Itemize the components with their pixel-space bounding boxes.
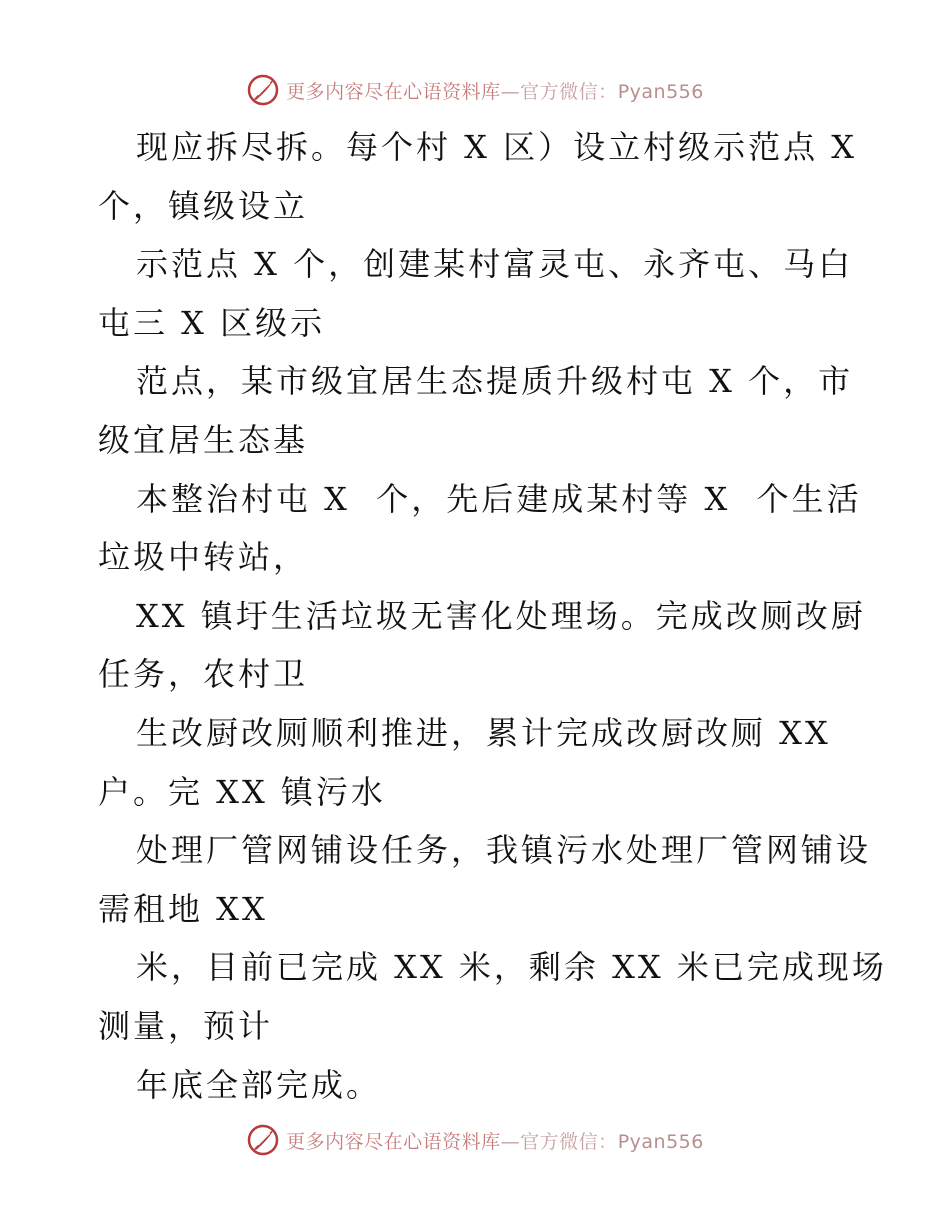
text-line: 年底全部完成。 xyxy=(136,1065,382,1104)
text-line: 现应拆尽拆。每个村 X 区）设立村级示范点 X xyxy=(136,128,858,166)
banner-separator: — xyxy=(500,1130,521,1153)
text-line: 垃圾中转站， xyxy=(98,538,309,577)
text-line: 生改厨改厕顺利推进，累计完成改厨改厕 XX xyxy=(136,713,831,752)
banner-brand-text: 更多内容尽在心语资料库 xyxy=(286,1130,501,1153)
feather-pen-logo-icon xyxy=(246,73,280,107)
banner-contact-text: 官方微信： xyxy=(520,80,618,103)
banner-text xyxy=(286,77,704,104)
text-line: 户。完 XX 镇污水 xyxy=(98,772,386,811)
document-body xyxy=(98,118,887,1114)
text-line: 级宜居生态基 xyxy=(98,420,309,459)
banner-brand-text: 更多内容尽在心语资料库 xyxy=(286,80,501,103)
text-line: 需租地 XX xyxy=(98,889,268,928)
text-line: XX 镇圩生活垃圾无害化处理场。完成改厕改厨 xyxy=(136,596,866,635)
footer-banner xyxy=(0,1120,950,1160)
text-line: 测量，预计 xyxy=(98,1006,274,1045)
text-line: 处理厂管网铺设任务，我镇污水处理厂管网铺设 xyxy=(136,831,872,870)
feather-pen-logo-icon xyxy=(246,1123,280,1157)
banner-contact-text: 官方微信： xyxy=(520,1130,618,1153)
text-line: 屯三 X 区级示 xyxy=(98,303,326,342)
text-line: 示范点 X 个，创建某村富灵屯、永齐屯、马白 xyxy=(136,245,854,284)
text-line: 范点，某市级宜居生态提质升级村屯 X 个，市 xyxy=(136,362,854,401)
banner-handle: Pyan556 xyxy=(617,1130,704,1153)
banner-separator: — xyxy=(500,80,521,103)
banner-text xyxy=(286,1127,704,1154)
banner-handle: Pyan556 xyxy=(617,80,704,103)
text-line: 个，镇级设立 xyxy=(98,186,309,225)
text-line: 本整治村屯 X 个，先后建成某村等 X 个生活 xyxy=(136,479,862,518)
header-banner xyxy=(0,70,950,110)
text-line: 任务，农村卫 xyxy=(98,655,309,694)
text-line: 米，目前已完成 XX 米，剩余 XX 米已完成现场 xyxy=(136,948,887,987)
